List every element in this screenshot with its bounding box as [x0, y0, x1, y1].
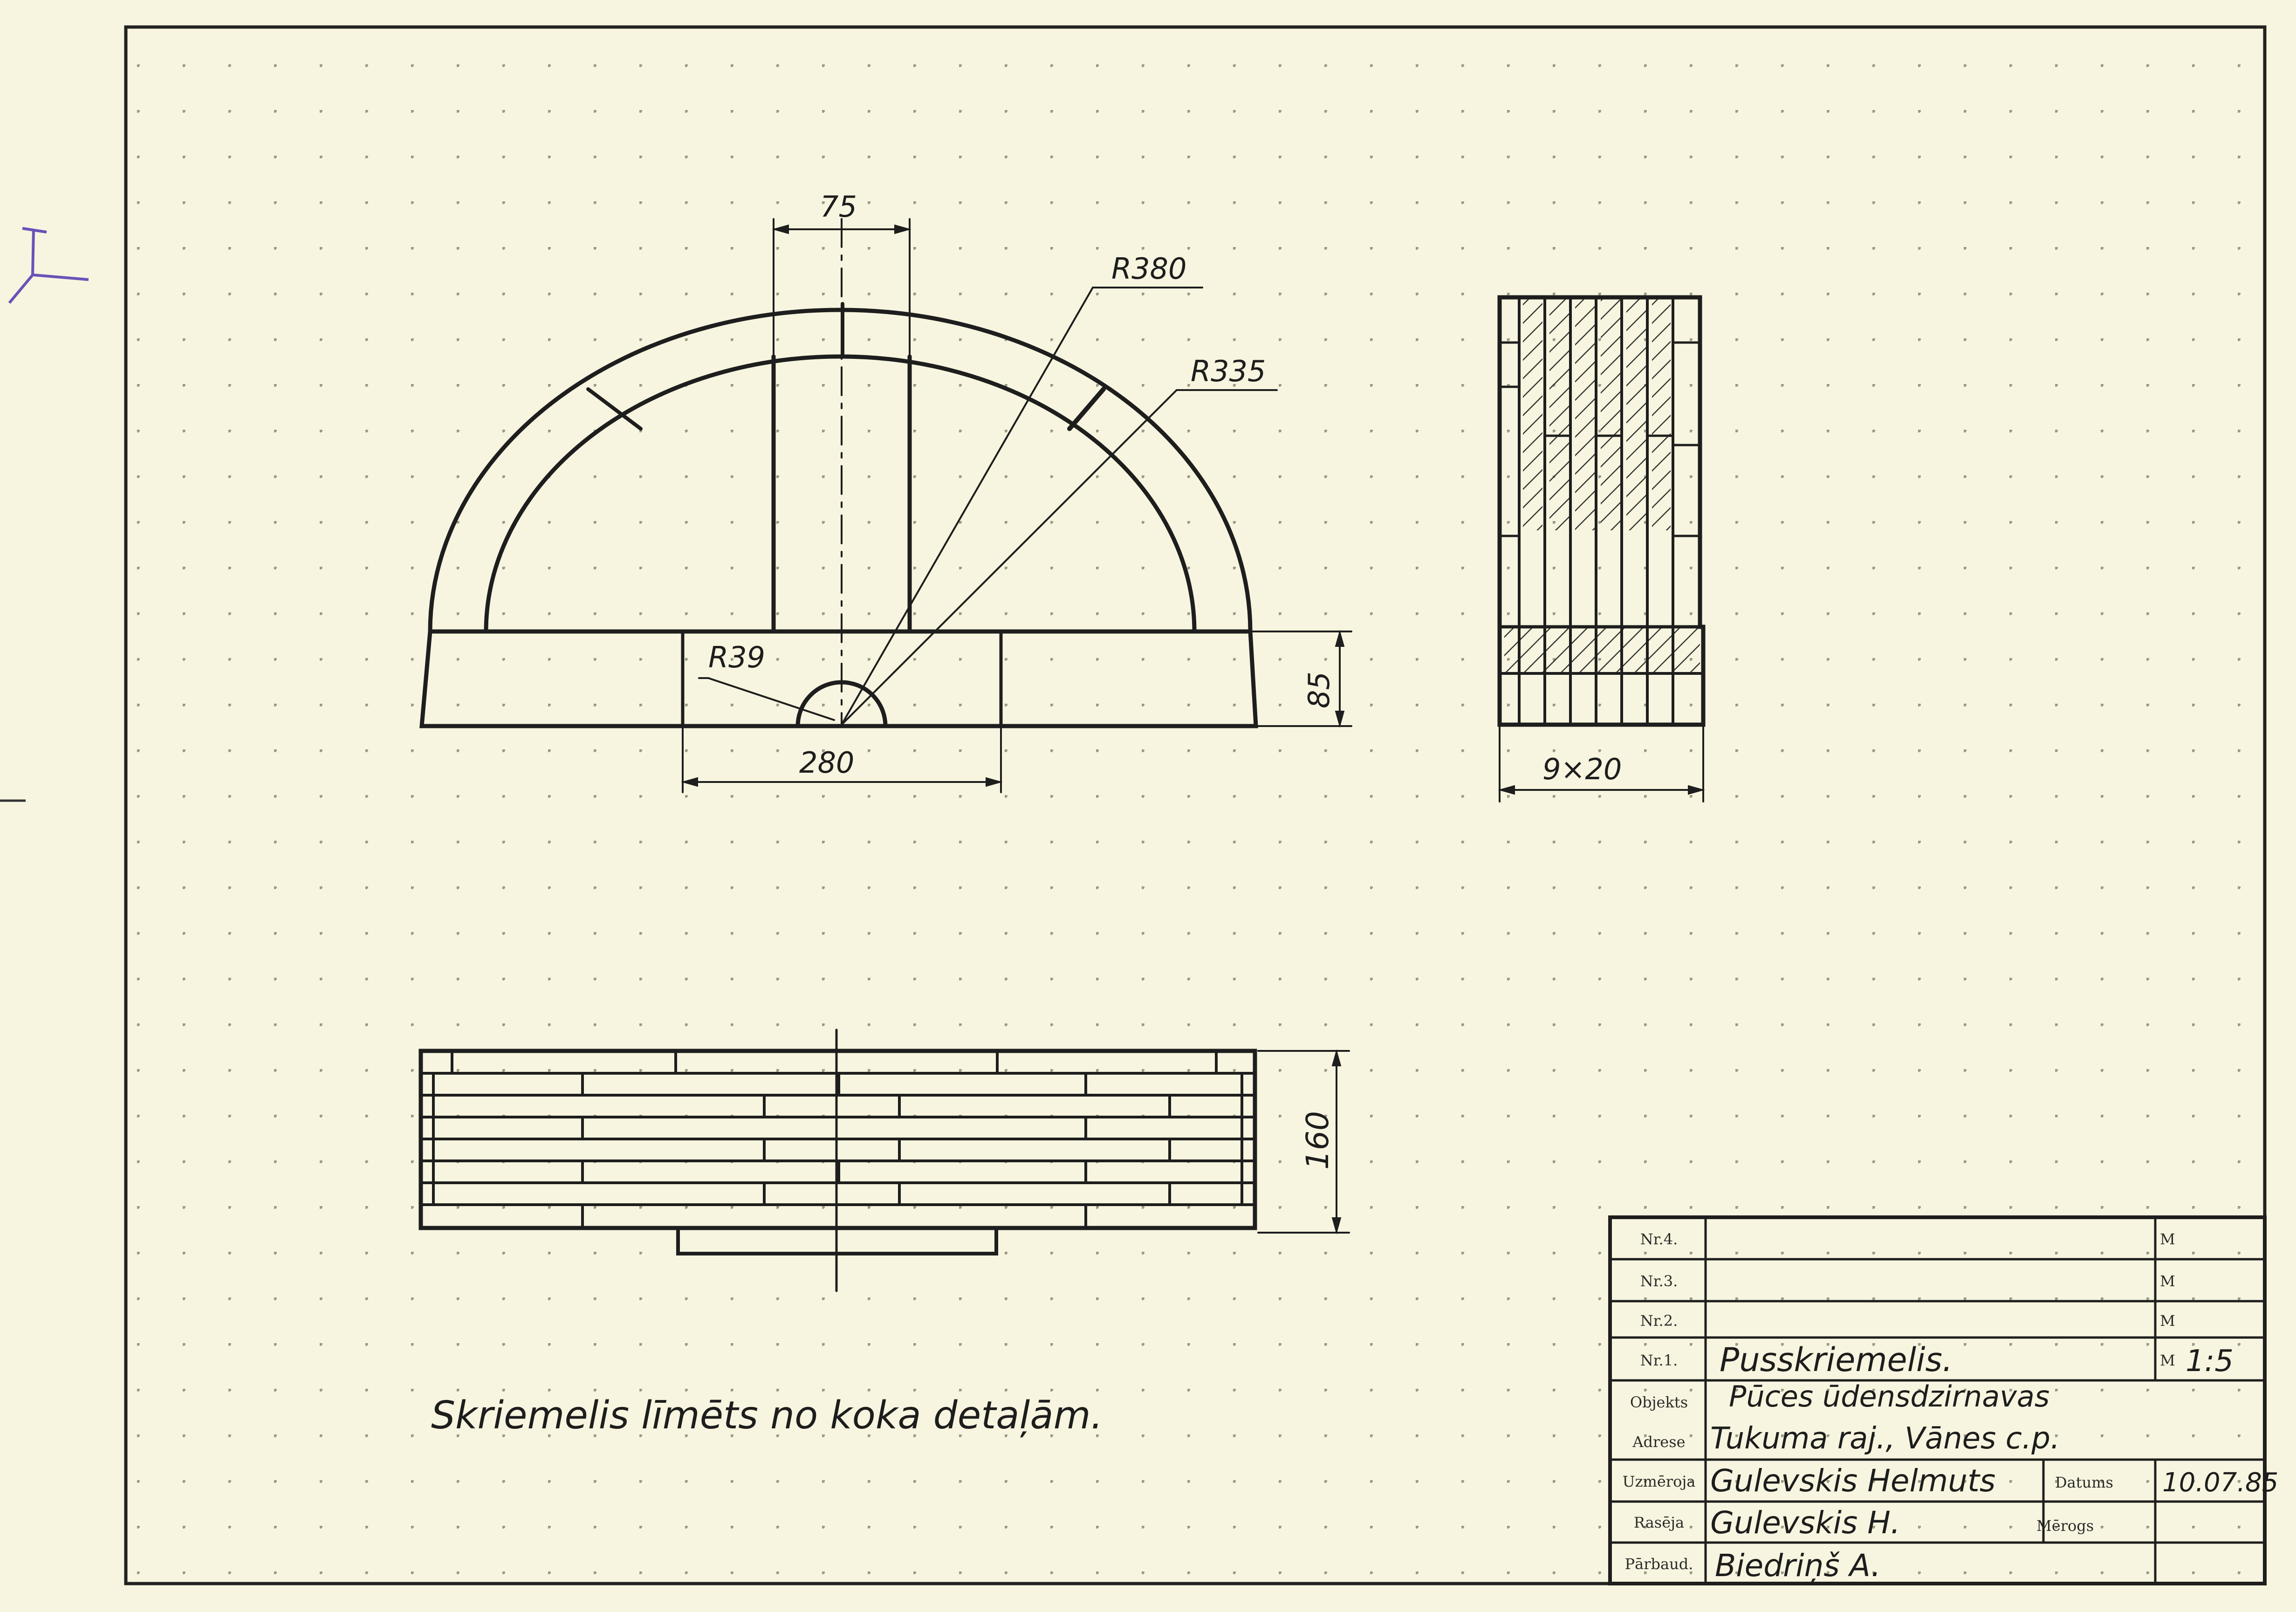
nr2-label: Nr.2.: [1640, 1312, 1678, 1330]
nr1-label: Nr.1.: [1640, 1351, 1678, 1369]
adrese-label: Adrese: [1632, 1433, 1686, 1451]
merogs-label: Mērogs: [2036, 1517, 2094, 1535]
parbaud-value: Biedriņš A.: [1715, 1548, 1881, 1584]
nr3-m-label: M: [2160, 1272, 2175, 1290]
raseja-value: Gulevskis H.: [1710, 1505, 1900, 1541]
dim-85-label: 85: [1302, 672, 1336, 708]
dim-280-label: 280: [799, 746, 855, 780]
uzmeroja-value: Gulevskis Helmuts: [1710, 1463, 1996, 1499]
nr1-value: Pusskriemelis.: [1720, 1341, 1953, 1379]
radius-r39-label: R39: [708, 640, 765, 674]
scale-value: 1:5: [2186, 1344, 2234, 1379]
drawing-note: Skriemelis līmēts no koka detaļām.: [431, 1393, 1103, 1438]
nr1-m-label: M: [2160, 1351, 2175, 1369]
datums-label: Datums: [2055, 1474, 2113, 1491]
radius-r335-label: R335: [1191, 354, 1266, 388]
radius-r380-label: R380: [1111, 252, 1187, 286]
nr4-label: Nr.4.: [1640, 1230, 1678, 1248]
dim-9x20-label: 9×20: [1542, 752, 1622, 786]
nr3-label: Nr.3.: [1640, 1272, 1678, 1290]
objekts-label: Objekts: [1630, 1393, 1688, 1411]
dim-75-label: 75: [820, 190, 857, 224]
dim-160-label: 160: [1300, 1111, 1336, 1170]
datums-value: 10.07.85: [2162, 1468, 2279, 1498]
raseja-label: Rasēja: [1633, 1514, 1685, 1531]
parbaud-label: Pārbaud.: [1624, 1555, 1693, 1573]
nr4-m-label: M: [2160, 1230, 2175, 1248]
nr2-m-label: M: [2160, 1312, 2175, 1330]
adrese-value: Tukuma raj., Vānes c.p.: [1710, 1421, 2060, 1456]
objekts-value: Pūces ūdensdzirnavas: [1729, 1379, 2050, 1413]
uzmeroja-label: Uzmēroja: [1622, 1473, 1696, 1490]
